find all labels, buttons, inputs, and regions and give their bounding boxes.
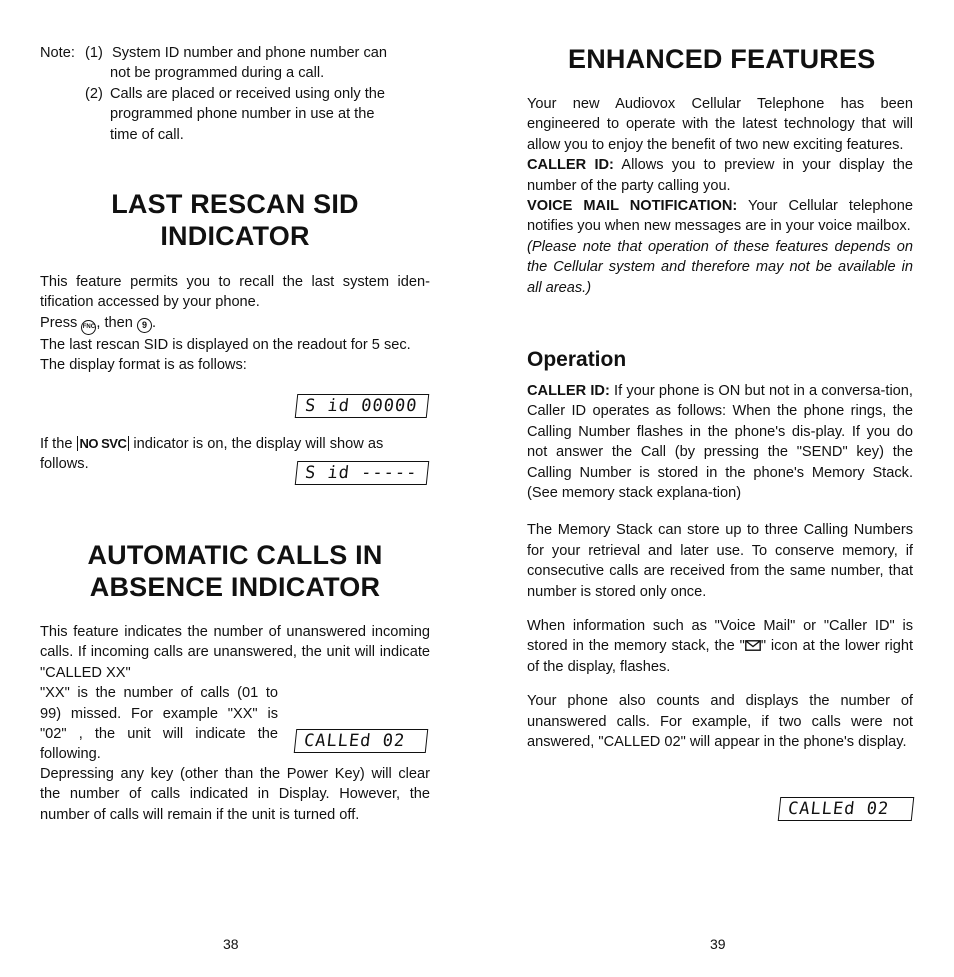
rescan-body: This feature permits you to recall the last system iden-tification accessed by your phone. Press FNC, then 9 . The last rescan SID is displayed on the readout for 5 sec. The display format is as follows:	[40, 274, 430, 374]
mail-icon	[745, 640, 761, 651]
nosvc-paragraph: If the NO SVC indicator is on, the display will show as follows.	[40, 436, 384, 473]
display-sid-dashes: S id -----	[295, 461, 430, 485]
display-called-02: CALLEd 02	[778, 797, 915, 821]
note-block: Note: (1) System ID number and phone number can not be programmed during a call. (2) Calls are placed or received using only the programmed phone number in use at the time of call.	[40, 45, 388, 143]
left-page	[40, 0, 430, 977]
auto-body: This feature indicates the number of unanswered incoming calls. If incoming calls are unanswered, the unit will indicate "CALLED XX" "XX" is the number of calls (01 to 99) missed. For example "XX" is "02" , the unit will indicate the following.	[40, 624, 430, 763]
auto-heading: AUTOMATIC CALLS IN ABSENCE INDICATOR	[87, 540, 383, 602]
note-1-line-a: System ID number and phone number can	[112, 45, 388, 61]
enhanced-body: Your new Audiovox Cellular Telephone has been engineered to operate with the latest technology that will allow you to enjoy the benefit of two new exciting features. CALLER ID: Allows you to preview in your display the number of the party calling you. VOICE MAIL NOTIFICATION: Your Cellular telephone notifies you when new messages are in your voice mailbox. (Please note that operation of these features depends on the Cellular system and therefore may not be available in all areas.)	[527, 94, 913, 298]
fnc-key-icon: FNC	[81, 320, 96, 335]
rescan-heading: LAST RESCAN SID INDICATOR	[111, 189, 359, 251]
enhanced-title: ENHANCED FEATURES	[568, 44, 876, 74]
note-prefix: Note:	[40, 45, 75, 61]
operation-heading: Operation	[527, 348, 627, 371]
no-svc-indicator: NO SVC	[77, 436, 130, 451]
right-page	[527, 0, 913, 977]
voice-mail-label: VOICE MAIL NOTIFICATION:	[527, 198, 738, 215]
page-number-right: 39	[710, 936, 726, 952]
availability-note: (Please note that operation of these features depends on the Cellular system and therefore may not be available in all areas.)	[527, 238, 913, 296]
nine-key-icon: 9	[137, 318, 152, 333]
display-sid: S id 00000	[295, 394, 430, 418]
display-called: CALLEd 02	[294, 729, 429, 753]
caller-id-label: CALLER ID:	[527, 157, 614, 174]
auto-body-2: Depressing any key (other than the Power Key) will clear the number of calls indicated in Display. However, the number of calls will remain if the unit is turned off.	[40, 766, 430, 823]
operation-body: CALLER ID: If your phone is ON but not in a conversa-tion, Caller ID operates as follows: When the phone rings, the Calling Number flashes in the phone's dis-play. If you do not answer the Call (by pressing the "SEND" key) the Calling Number is stored in the phone's Memory Stack. (See memory stack explana-tion) The Memory Stack can store up to three Calling Numbers for your retrieval and later use. To conserve memory, if consecutive calls are received from the same number, that number is stored only once. When information such as "Voice Mail" or "Caller ID" is stored in the memory stack, the " " icon at the lower right of the display, flashes. Your phone also counts and displays the number of unanswered calls. For example, if two calls were not answered, "CALLED 02" will appear in the phone's display.	[527, 383, 913, 751]
page-number-left: 38	[223, 936, 239, 952]
